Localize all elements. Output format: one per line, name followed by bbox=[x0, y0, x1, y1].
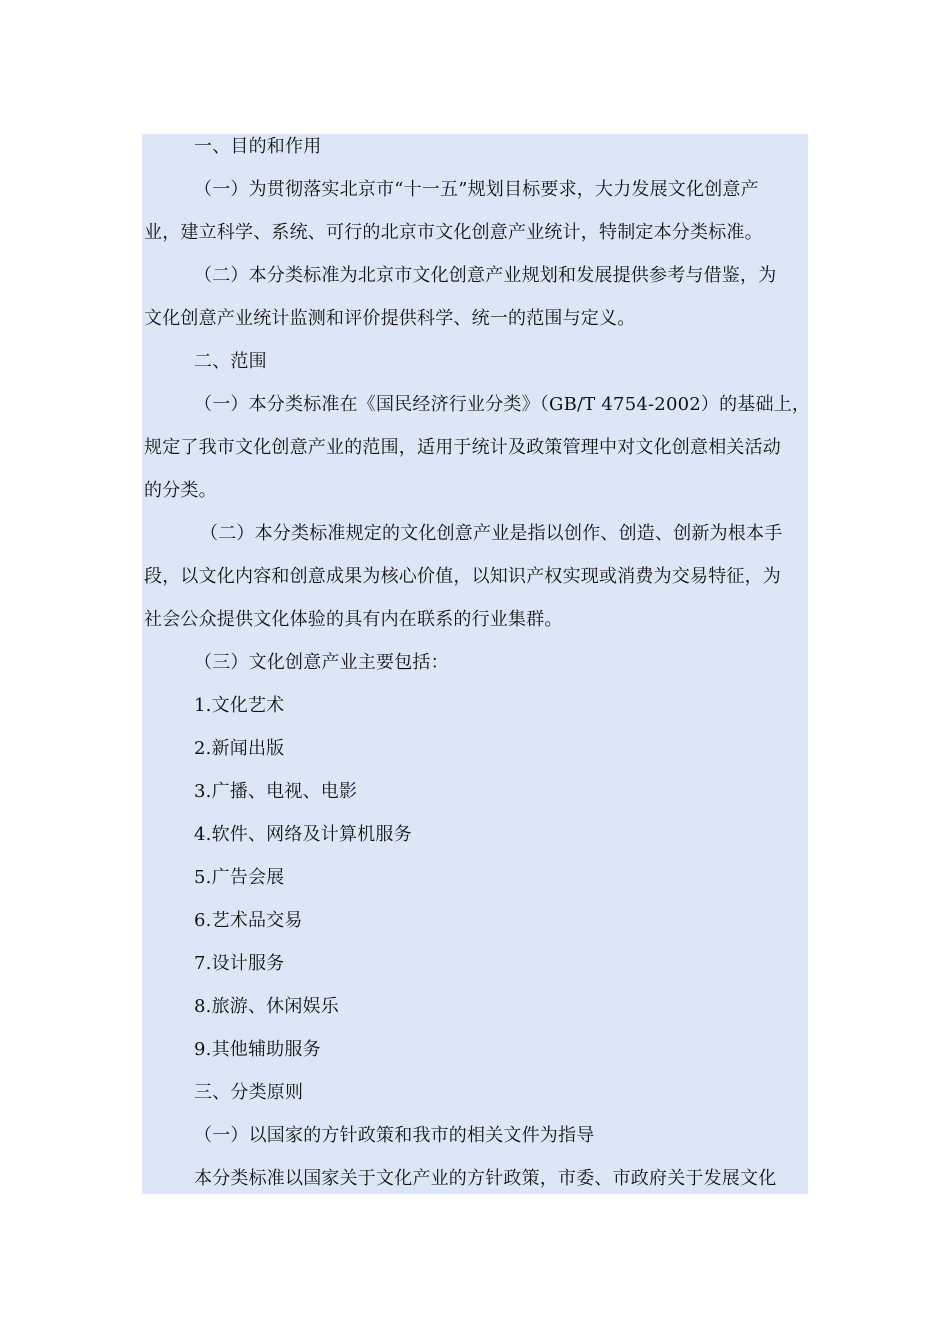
list-item: 7.设计服务 bbox=[194, 953, 285, 974]
list-item: 5.广告会展 bbox=[194, 867, 285, 888]
paragraph-line: （一）以国家的方针政策和我市的相关文件为指导 bbox=[194, 1125, 595, 1146]
paragraph-line: 社会公众提供文化体验的具有内在联系的行业集群。 bbox=[144, 609, 563, 630]
paragraph-line: 业，建立科学、系统、可行的北京市文化创意产业统计，特制定本分类标准。 bbox=[144, 222, 763, 243]
heading-scope: 二、范围 bbox=[194, 351, 267, 372]
list-item: 4.软件、网络及计算机服务 bbox=[194, 824, 412, 845]
list-item: 1.文化艺术 bbox=[194, 695, 285, 716]
paragraph-line: （二）本分类标准为北京市文化创意产业规划和发展提供参考与借鉴，为 bbox=[194, 265, 777, 286]
list-item: 2.新闻出版 bbox=[194, 738, 285, 759]
paragraph-line: （三）文化创意产业主要包括： bbox=[194, 652, 449, 673]
paragraph-line: （一）本分类标准在《国民经济行业分类》（GB/T 4754-2002）的基础上， bbox=[194, 394, 811, 415]
paragraph-line: 文化创意产业统计监测和评价提供科学、统一的范围与定义。 bbox=[144, 308, 636, 329]
paragraph-line: 的分类。 bbox=[144, 480, 217, 501]
paragraph-line: （一）为贯彻落实北京市“十一五”规划目标要求，大力发展文化创意产 bbox=[194, 179, 759, 200]
heading-principles: 三、分类原则 bbox=[194, 1082, 304, 1103]
paragraph-line: 段，以文化内容和创意成果为核心价值，以知识产权实现或消费为交易特征，为 bbox=[144, 566, 781, 587]
paragraph-line: 规定了我市文化创意产业的范围，适用于统计及政策管理中对文化创意相关活动 bbox=[144, 437, 781, 458]
paragraph-line: （二）本分类标准规定的文化创意产业是指以创作、创造、创新为根本手 bbox=[200, 523, 783, 544]
paragraph-line: 本分类标准以国家关于文化产业的方针政策，市委、市政府关于发展文化 bbox=[194, 1168, 777, 1189]
heading-purpose: 一、目的和作用 bbox=[194, 136, 322, 157]
list-item: 9.其他辅助服务 bbox=[194, 1039, 321, 1060]
highlighted-text-block bbox=[142, 134, 811, 1194]
list-item: 8.旅游、休闲娱乐 bbox=[194, 996, 339, 1017]
list-item: 3.广播、电视、电影 bbox=[194, 781, 358, 802]
list-item: 6.艺术品交易 bbox=[194, 910, 303, 931]
